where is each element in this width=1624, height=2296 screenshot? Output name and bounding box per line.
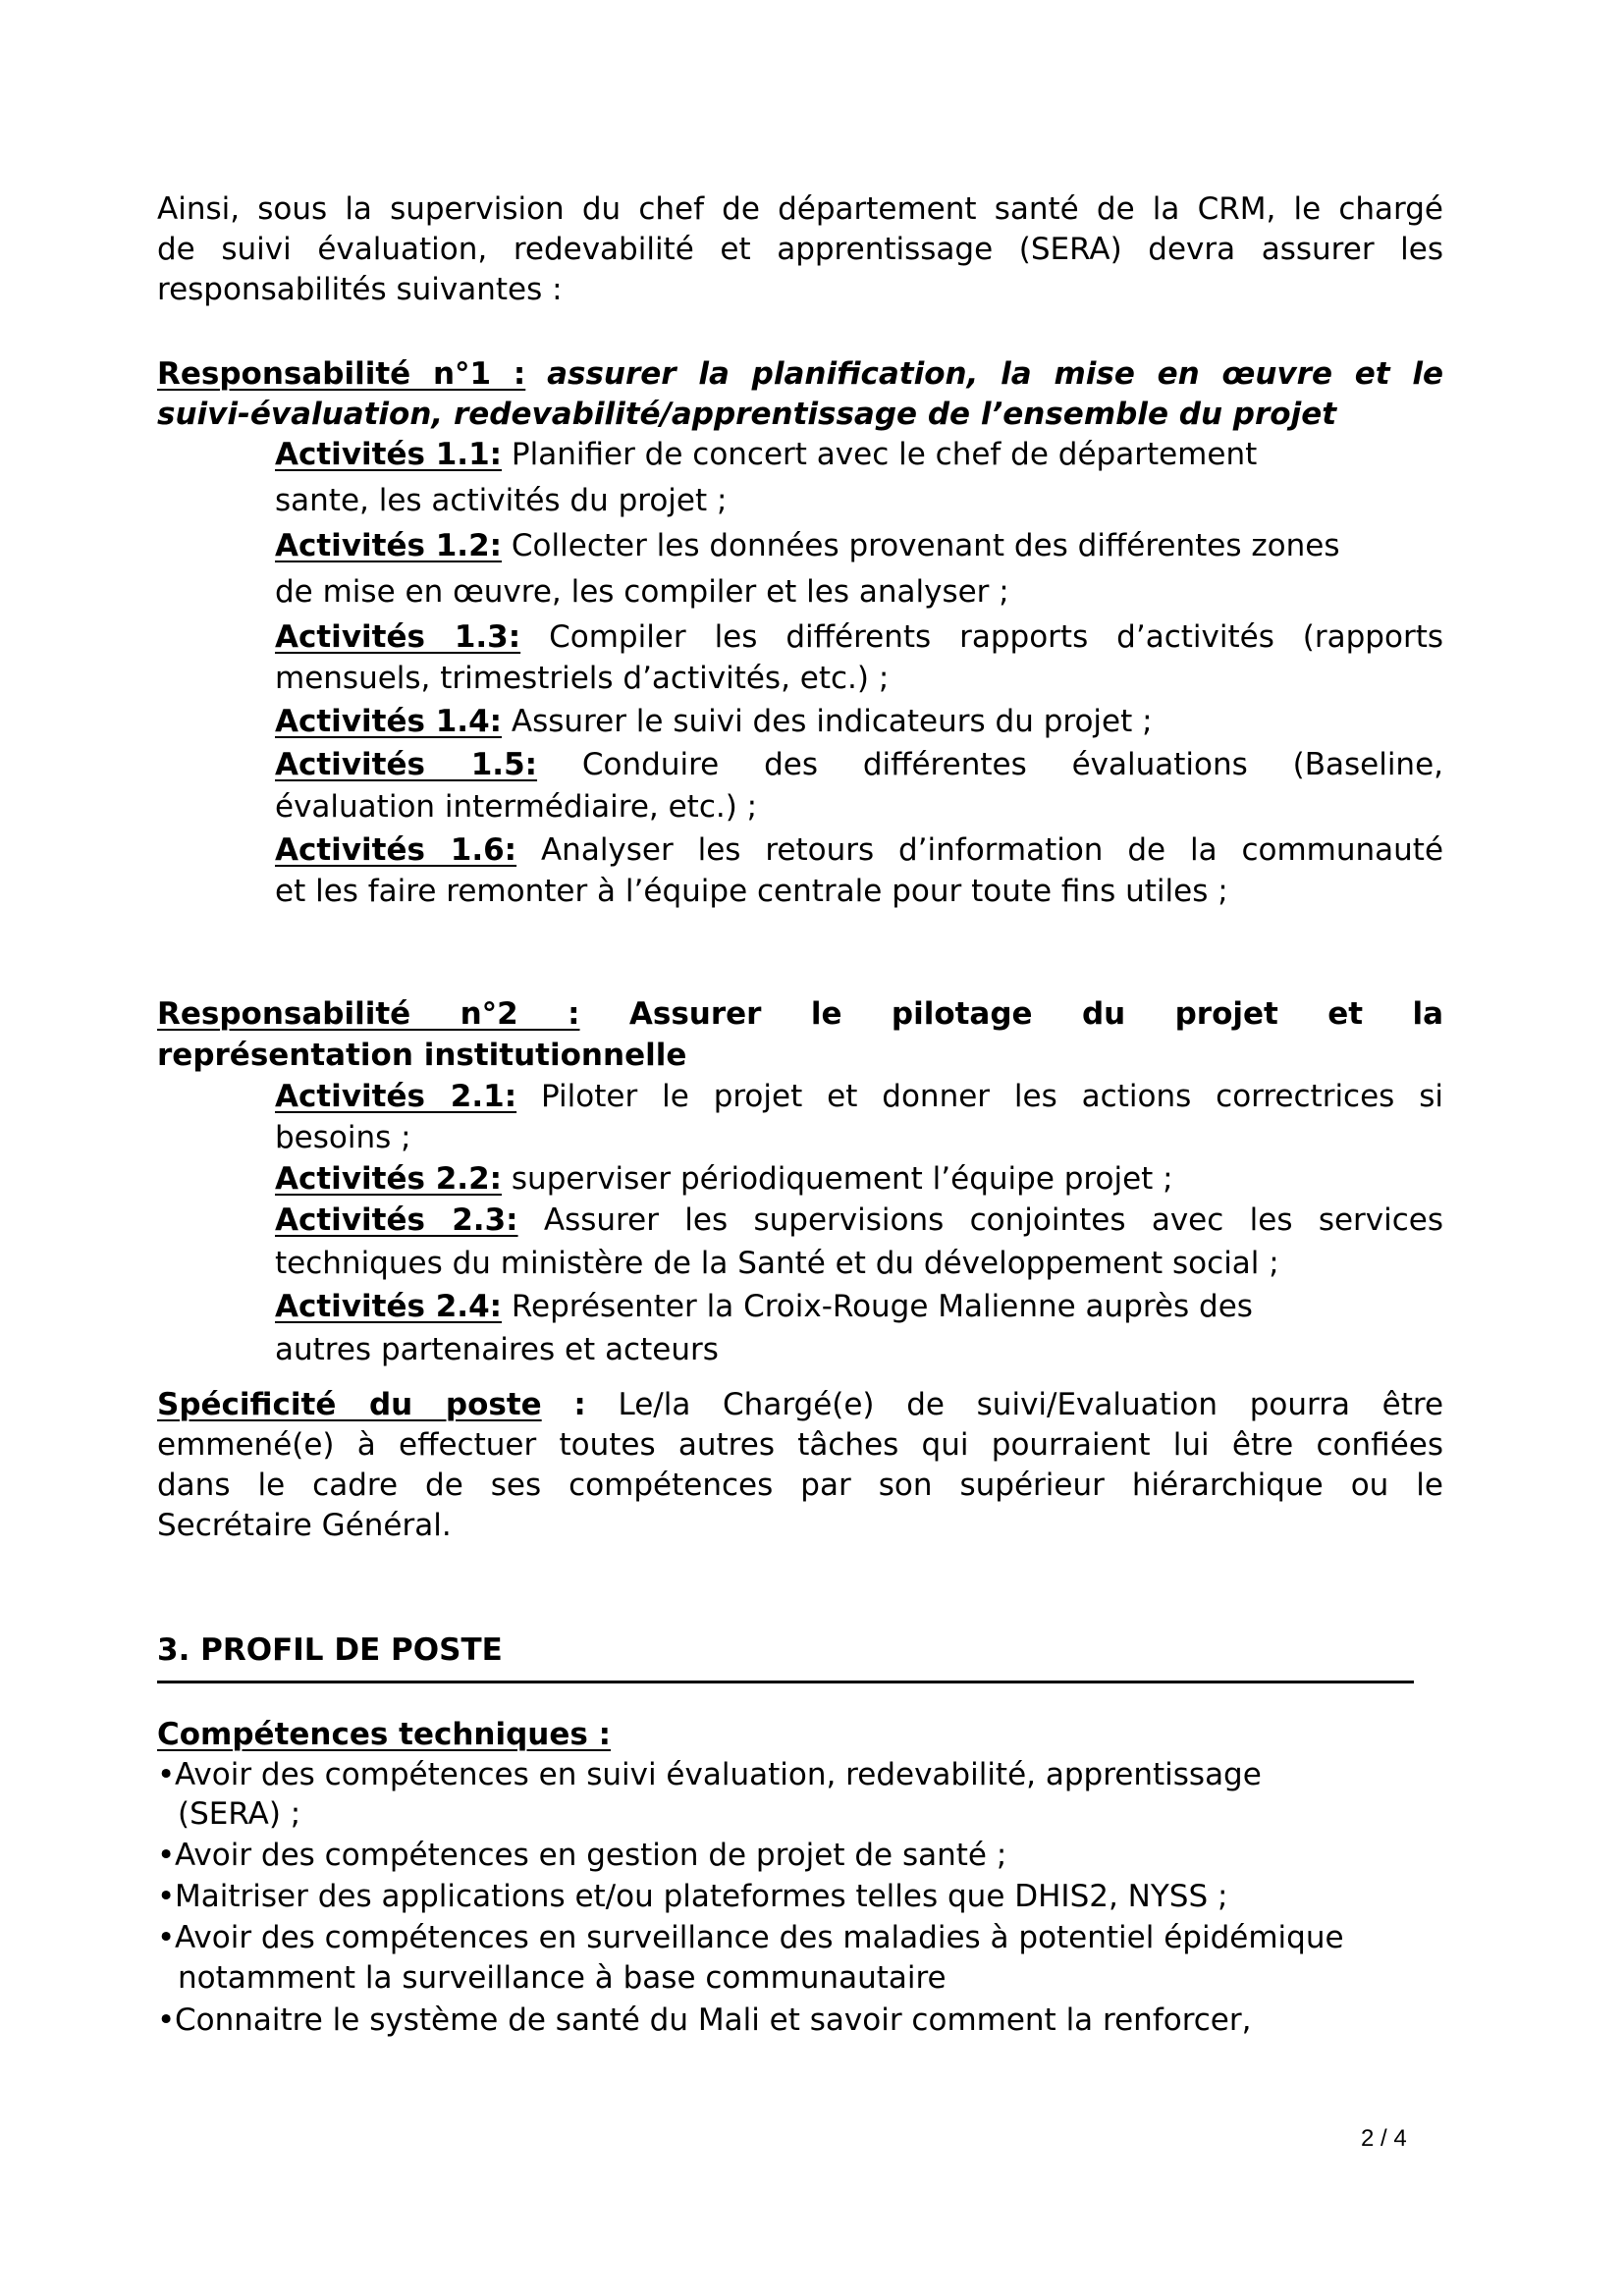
activity-1-3-cont: mensuels, trimestriels d’activités, etc.) ; <box>275 661 890 696</box>
responsibility-2-title: Assurer le pilotage du projet et la <box>628 996 1444 1032</box>
activity-1-1 <box>275 437 1257 472</box>
bullet-text: Avoir des compétences en gestion de projet de santé ; <box>175 1838 1007 1873</box>
responsibility-2-label: Responsabilité n°2 : <box>157 996 580 1032</box>
bullet-item <box>157 1879 1443 1918</box>
bullet-text: Avoir des compétences en surveillance des maladies à potentiel épidémique <box>175 1920 1344 1955</box>
activity-2-3 <box>275 1202 1443 1238</box>
activity-label: Activités 1.3: <box>275 619 521 655</box>
activity-text: Représenter la Croix-Rouge Malienne auprès des <box>511 1289 1253 1324</box>
activity-1-3 <box>275 619 1443 655</box>
bullet-text: Avoir des compétences en suivi évaluation, redevabilité, apprentissage <box>175 1757 1262 1792</box>
responsibility-1-label: Responsabilité n°1 : <box>157 356 526 392</box>
bullet-icon: • <box>157 1920 176 1955</box>
activity-2-3-cont: techniques du ministère de la Santé et du développement social ; <box>275 1246 1279 1281</box>
responsibility-2-title-cont: représentation institutionnelle <box>157 1038 687 1073</box>
activity-2-1-cont: besoins ; <box>275 1120 411 1155</box>
activity-1-5-cont: évaluation intermédiaire, etc.) ; <box>275 789 758 825</box>
bullet-item <box>157 1757 1443 1796</box>
activity-1-2-cont: de mise en œuvre, les compiler et les analyser ; <box>275 574 1009 610</box>
specificity-label: Spécificité du poste <box>157 1387 542 1422</box>
bullet-text: Connaitre le système de santé du Mali et savoir comment la renforcer, <box>175 2002 1252 2038</box>
activity-1-6 <box>275 832 1443 868</box>
competences-subheading: Compétences techniques : <box>157 1717 612 1752</box>
page-number: 2 / 4 <box>1361 2125 1407 2152</box>
activity-label: Activités 1.2: <box>275 528 503 563</box>
activity-text: Assurer les supervisions conjointes avec les services <box>543 1202 1444 1238</box>
responsibility-2-heading <box>157 996 1443 1032</box>
activity-text: Conduire des différentes évaluations (Baseline, <box>581 747 1444 782</box>
specificity-line: emmené(e) à effectuer toutes autres tâches qui pourraient lui être confiées <box>157 1427 1443 1463</box>
responsibility-1-title-cont: suivi-évaluation, redevabilité/apprentissage de l’ensemble du projet <box>157 397 1337 432</box>
activity-label: Activités 1.4: <box>275 704 503 739</box>
intro-line: responsabilités suivantes : <box>157 272 563 307</box>
specificity-line: Secrétaire Général. <box>157 1508 452 1543</box>
intro-line: de suivi évaluation, redevabilité et apprentissage (SERA) devra assurer les <box>157 232 1443 267</box>
activity-text: Piloter le projet et donner les actions correctrices si <box>541 1079 1443 1114</box>
activity-2-2 <box>275 1161 1173 1197</box>
bullet-icon: • <box>157 1838 176 1873</box>
responsibility-1-title: assurer la planification, la mise en œuvre et le <box>547 356 1444 392</box>
activity-label: Activités 1.5: <box>275 747 538 782</box>
activity-1-4 <box>275 704 1153 739</box>
intro-line: Ainsi, sous la supervision du chef de département santé de la CRM, le chargé <box>157 191 1443 227</box>
bullet-item-cont: notamment la surveillance à base communautaire <box>178 1960 947 1996</box>
specificity-line <box>157 1387 1443 1422</box>
specificity-colon: : <box>573 1387 586 1422</box>
activity-text: Planifier de concert avec le chef de département <box>511 437 1258 472</box>
bullet-icon: • <box>157 1757 176 1792</box>
activity-text: Compiler les différents rapports d’activités (rapports <box>549 619 1443 655</box>
activity-text: Analyser les retours d’information de la communauté <box>540 832 1444 868</box>
bullet-text: Maitriser des applications et/ou plateformes telles que DHIS2, NYSS ; <box>175 1879 1228 1914</box>
activity-1-5 <box>275 747 1443 782</box>
activity-2-4 <box>275 1289 1253 1324</box>
activity-label: Activités 2.1: <box>275 1079 517 1114</box>
specificity-text: Le/la Chargé(e) de suivi/Evaluation pourra être <box>618 1387 1444 1422</box>
activity-text: Assurer le suivi des indicateurs du projet ; <box>511 704 1153 739</box>
section-divider <box>157 1681 1414 1683</box>
section-heading: 3. PROFIL DE POSTE <box>157 1632 503 1668</box>
activity-label: Activités 1.6: <box>275 832 517 868</box>
activity-label: Activités 2.2: <box>275 1161 503 1197</box>
responsibility-1-heading <box>157 356 1443 392</box>
activity-1-2 <box>275 528 1340 563</box>
activity-text: superviser périodiquement l’équipe projet ; <box>511 1161 1173 1197</box>
bullet-item <box>157 2002 1443 2042</box>
bullet-item-cont: (SERA) ; <box>178 1796 301 1832</box>
specificity-line: dans le cadre de ses compétences par son supérieur hiérarchique ou le <box>157 1468 1443 1503</box>
activity-1-1-cont: sante, les activités du projet ; <box>275 483 728 518</box>
bullet-item <box>157 1920 1443 1959</box>
activity-1-6-cont: et les faire remonter à l’équipe centrale pour toute fins utiles ; <box>275 874 1228 909</box>
bullet-icon: • <box>157 2002 176 2038</box>
activity-label: Activités 2.3: <box>275 1202 518 1238</box>
bullet-item <box>157 1838 1443 1877</box>
activity-2-1 <box>275 1079 1443 1114</box>
bullet-icon: • <box>157 1879 176 1914</box>
activity-label: Activités 2.4: <box>275 1289 503 1324</box>
activity-label: Activités 1.1: <box>275 437 503 472</box>
activity-text: Collecter les données provenant des différentes zones <box>511 528 1340 563</box>
activity-2-4-cont: autres partenaires et acteurs <box>275 1332 719 1367</box>
